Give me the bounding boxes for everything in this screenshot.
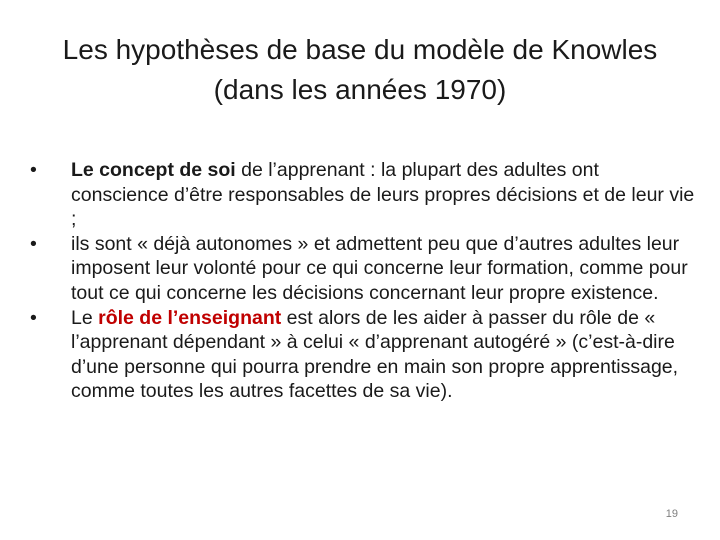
bullet-item-role-enseignant bbox=[30, 306, 695, 404]
bullet-marker: • bbox=[30, 306, 37, 329]
bullet-marker: • bbox=[30, 159, 37, 181]
bullet-list bbox=[30, 158, 695, 404]
slide-title bbox=[20, 30, 700, 110]
bullet-emphasis-concept-de-soi: Le concept de soi bbox=[71, 159, 236, 181]
bullet-marker: • bbox=[30, 232, 37, 255]
bullet-emphasis-role-enseignant: rôle de l’enseignant bbox=[98, 306, 282, 329]
page-number: 19 bbox=[665, 508, 678, 520]
bullet-item-concept-de-soi bbox=[30, 158, 695, 232]
bullet-item-autonomes bbox=[30, 232, 695, 306]
bullet-text: de l’apprenant : la plupart des adultes ont conscience d’être responsables de leurs propres décisions et de leur vie ; bbox=[71, 159, 695, 231]
title-line-1: Les hypothèses de base du modèle de Knowles bbox=[62, 34, 658, 65]
bullet-text: ils sont « déjà autonomes » et admettent peu que d’autres adultes leur imposent leur volonté pour ce qui concerne leur formation, comme pour tout ce qui concerne les décisions concernant leur propre existence. bbox=[71, 232, 688, 304]
title-line-2: (dans les années 1970) bbox=[213, 74, 507, 105]
bullet-prefix: Le bbox=[71, 306, 99, 329]
bullet-text: est alors de les aider à passer du rôle de « l’apprenant dépendant » à celui « d’apprenant autogéré » (c’est-à-dire d’une personne qui pourra prendre en main son propre apprentissage, comme toutes les autres facettes de sa vie). bbox=[71, 306, 679, 403]
